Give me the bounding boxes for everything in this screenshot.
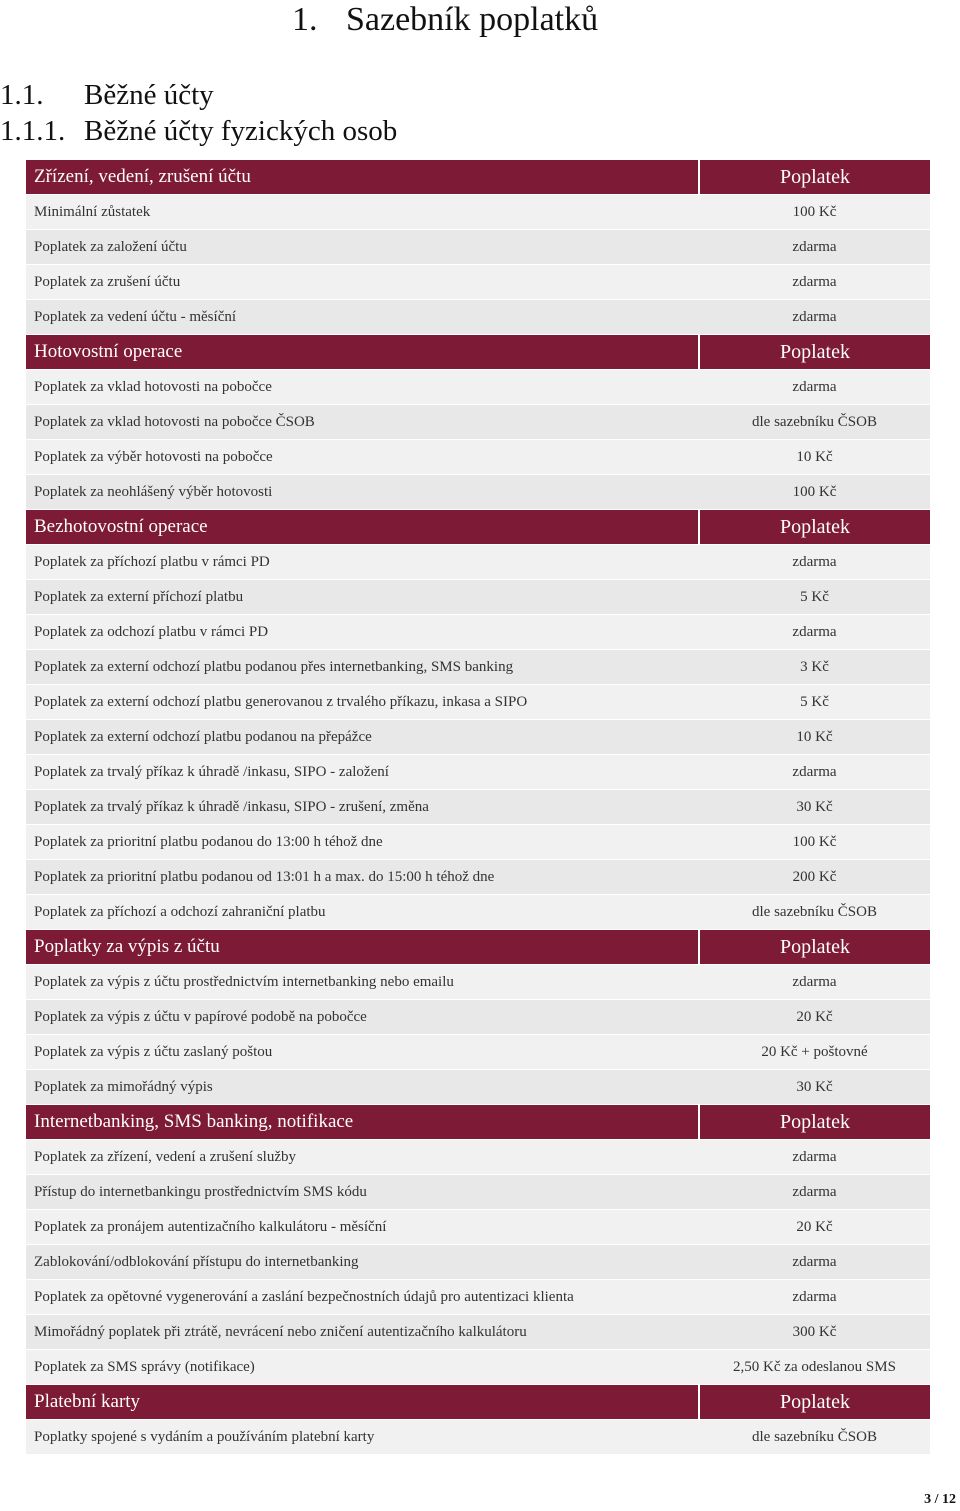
fee-column-header: Poplatek — [699, 160, 930, 195]
fee-value: zdarma — [699, 265, 930, 300]
fee-label: Poplatek za výpis z účtu v papírové podobě na pobočce — [26, 1000, 699, 1035]
fee-label: Poplatek za příchozí a odchozí zahraniční platbu — [26, 895, 699, 930]
section-header-row — [26, 930, 930, 965]
fee-value: dle sazebníku ČSOB — [699, 895, 930, 930]
table-row — [26, 580, 930, 615]
fee-value: zdarma — [699, 230, 930, 265]
fee-label: Poplatek za výběr hotovosti na pobočce — [26, 440, 699, 475]
fee-value: 30 Kč — [699, 1070, 930, 1105]
section-header-row — [26, 1105, 930, 1140]
fee-label: Poplatek za výpis z účtu zaslaný poštou — [26, 1035, 699, 1070]
fee-label: Poplatek za vklad hotovosti na pobočce ČSOB — [26, 405, 699, 440]
fee-label: Poplatek za neohlášený výběr hotovosti — [26, 475, 699, 510]
fee-value: 10 Kč — [699, 720, 930, 755]
section-title: Běžné účty — [84, 79, 214, 111]
fee-value: 2,50 Kč za odeslanou SMS — [699, 1350, 930, 1385]
fee-value: 20 Kč — [699, 1000, 930, 1035]
table-row — [26, 895, 930, 930]
table-row — [26, 1070, 930, 1105]
fee-value: 100 Kč — [699, 825, 930, 860]
fee-column-header: Poplatek — [699, 335, 930, 370]
subsection-heading — [0, 114, 397, 148]
fee-value: 300 Kč — [699, 1315, 930, 1350]
section-title: Platební karty — [26, 1385, 699, 1420]
fee-value: zdarma — [699, 300, 930, 335]
fee-label: Minimální zůstatek — [26, 195, 699, 230]
fee-label: Poplatek za trvalý příkaz k úhradě /inkasu, SIPO - založení — [26, 755, 699, 790]
table-row — [26, 1000, 930, 1035]
table-row — [26, 1035, 930, 1070]
fee-value: 100 Kč — [699, 475, 930, 510]
fee-label: Poplatek za vklad hotovosti na pobočce — [26, 370, 699, 405]
fee-label: Poplatek za externí odchozí platbu podanou na přepážce — [26, 720, 699, 755]
fee-table — [26, 160, 930, 1455]
section-header-row — [26, 1385, 930, 1420]
fee-value: zdarma — [699, 615, 930, 650]
table-row — [26, 650, 930, 685]
table-row — [26, 1140, 930, 1175]
fee-value: 30 Kč — [699, 790, 930, 825]
fee-value: 100 Kč — [699, 195, 930, 230]
table-row — [26, 230, 930, 265]
title-number: 1. — [292, 1, 318, 38]
fee-value: zdarma — [699, 1245, 930, 1280]
table-row — [26, 405, 930, 440]
fee-label: Poplatek za pronájem autentizačního kalkulátoru - měsíční — [26, 1210, 699, 1245]
subsection-title: Běžné účty fyzických osob — [84, 115, 398, 147]
title-text: Sazebník poplatků — [346, 1, 599, 38]
fee-value: 10 Kč — [699, 440, 930, 475]
fee-value: dle sazebníku ČSOB — [699, 1420, 930, 1455]
fee-label: Poplatek za založení účtu — [26, 230, 699, 265]
table-row — [26, 790, 930, 825]
fee-value: zdarma — [699, 1175, 930, 1210]
fee-label: Mimořádný poplatek při ztrátě, nevrácení nebo zničení autentizačního kalkulátoru — [26, 1315, 699, 1350]
section-title: Hotovostní operace — [26, 335, 699, 370]
fee-label: Poplatek za prioritní platbu podanou do 13:00 h téhož dne — [26, 825, 699, 860]
table-row — [26, 1315, 930, 1350]
table-row — [26, 615, 930, 650]
section-heading — [0, 78, 214, 112]
section-header-row — [26, 160, 930, 195]
fee-label: Poplatek za externí odchozí platbu podanou přes internetbanking, SMS banking — [26, 650, 699, 685]
table-row — [26, 195, 930, 230]
table-row — [26, 300, 930, 335]
fee-label: Poplatek za prioritní platbu podanou od 13:01 h a max. do 15:00 h téhož dne — [26, 860, 699, 895]
section-title: Bezhotovostní operace — [26, 510, 699, 545]
section-header-row — [26, 335, 930, 370]
fee-value: 20 Kč — [699, 1210, 930, 1245]
fee-column-header: Poplatek — [699, 930, 930, 965]
section-title: Internetbanking, SMS banking, notifikace — [26, 1105, 699, 1140]
fee-table-body — [26, 160, 930, 1455]
fee-label: Poplatek za vedení účtu - měsíční — [26, 300, 699, 335]
table-row — [26, 965, 930, 1000]
fee-label: Poplatek za výpis z účtu prostřednictvím internetbanking nebo emailu — [26, 965, 699, 1000]
table-row — [26, 720, 930, 755]
section-title: Poplatky za výpis z účtu — [26, 930, 699, 965]
fee-label: Poplatek za příchozí platbu v rámci PD — [26, 545, 699, 580]
fee-value: 5 Kč — [699, 685, 930, 720]
table-row — [26, 1280, 930, 1315]
fee-value: 20 Kč + poštovné — [699, 1035, 930, 1070]
fee-label: Poplatek za mimořádný výpis — [26, 1070, 699, 1105]
table-row — [26, 685, 930, 720]
table-row — [26, 265, 930, 300]
table-row — [26, 545, 930, 580]
fee-label: Zablokování/odblokování přístupu do internetbanking — [26, 1245, 699, 1280]
fee-label: Poplatek za externí příchozí platbu — [26, 580, 699, 615]
fee-value: zdarma — [699, 755, 930, 790]
fee-value: 5 Kč — [699, 580, 930, 615]
fee-label: Poplatek za odchozí platbu v rámci PD — [26, 615, 699, 650]
fee-label: Poplatek za zrušení účtu — [26, 265, 699, 300]
table-row — [26, 755, 930, 790]
table-row — [26, 1175, 930, 1210]
table-row — [26, 440, 930, 475]
fee-value: zdarma — [699, 1140, 930, 1175]
table-row — [26, 1350, 930, 1385]
fee-label: Poplatek za externí odchozí platbu generovanou z trvalého příkazu, inkasa a SIPO — [26, 685, 699, 720]
section-number: 1.1. — [0, 79, 44, 111]
fee-column-header: Poplatek — [699, 1385, 930, 1420]
fee-column-header: Poplatek — [699, 510, 930, 545]
fee-value: 200 Kč — [699, 860, 930, 895]
fee-label: Poplatek za zřízení, vedení a zrušení služby — [26, 1140, 699, 1175]
table-row — [26, 1245, 930, 1280]
fee-value: zdarma — [699, 965, 930, 1000]
fee-value: zdarma — [699, 370, 930, 405]
table-row — [26, 475, 930, 510]
fee-column-header: Poplatek — [699, 1105, 930, 1140]
fee-label: Poplatek za SMS správy (notifikace) — [26, 1350, 699, 1385]
table-row — [26, 1210, 930, 1245]
fee-value: 3 Kč — [699, 650, 930, 685]
document-title — [292, 0, 598, 40]
fee-label: Poplatek za opětovné vygenerování a zaslání bezpečnostních údajů pro autentizaci klienta — [26, 1280, 699, 1315]
fee-value: dle sazebníku ČSOB — [699, 405, 930, 440]
subsection-number: 1.1.1. — [0, 115, 66, 147]
fee-value: zdarma — [699, 1280, 930, 1315]
fee-label: Poplatek za trvalý příkaz k úhradě /inkasu, SIPO - zrušení, změna — [26, 790, 699, 825]
fee-value: zdarma — [699, 545, 930, 580]
section-header-row — [26, 510, 930, 545]
table-row — [26, 825, 930, 860]
table-row — [26, 1420, 930, 1455]
page-number: 3 / 12 — [924, 1492, 956, 1507]
table-row — [26, 370, 930, 405]
section-title: Zřízení, vedení, zrušení účtu — [26, 160, 699, 195]
fee-label: Přístup do internetbankingu prostřednictvím SMS kódu — [26, 1175, 699, 1210]
fee-label: Poplatky spojené s vydáním a používáním platební karty — [26, 1420, 699, 1455]
table-row — [26, 860, 930, 895]
